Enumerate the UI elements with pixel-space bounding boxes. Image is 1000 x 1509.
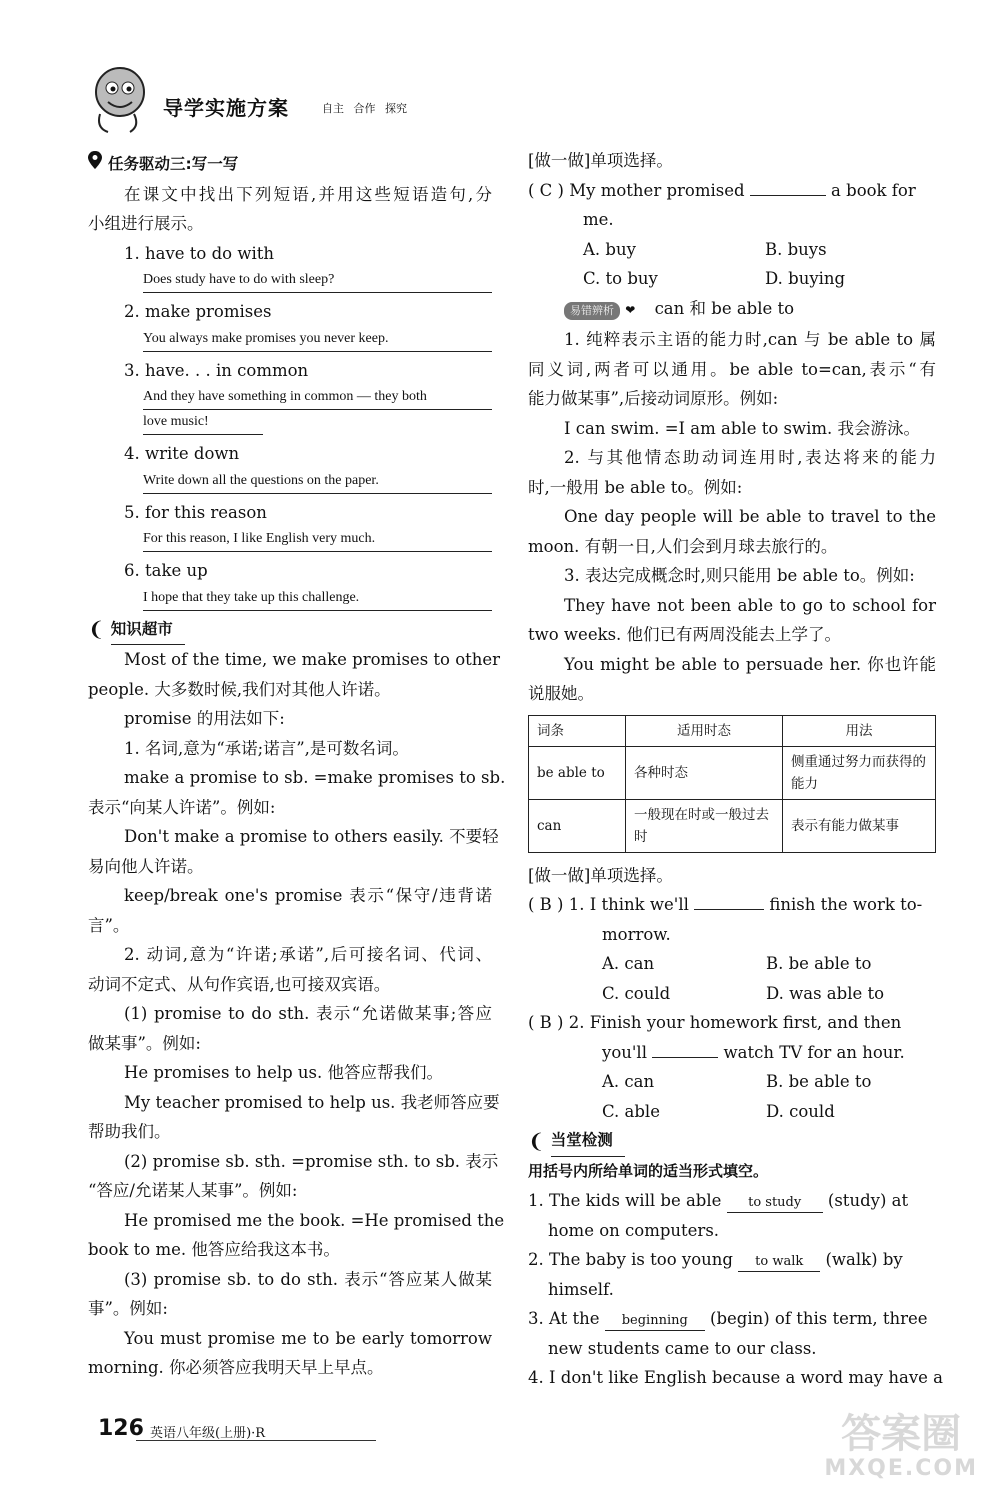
- option[interactable]: D. buying: [765, 269, 846, 288]
- para-line: make a promise to sb. =make promises to sb.: [124, 768, 506, 787]
- question-text: new students came to our class.: [548, 1338, 817, 1358]
- phrase-label: 3. have. . . in common: [124, 360, 309, 380]
- para-line: One day people will be able to travel to the: [564, 507, 936, 526]
- option[interactable]: C. able: [602, 1101, 660, 1121]
- answer-paren: ( C ): [528, 180, 564, 200]
- para-line: 3. 表达完成概念时,则只能用 be able to。例如:: [564, 566, 915, 585]
- question-text: 2. Finish your homework first, and then: [568, 1013, 902, 1032]
- option[interactable]: B. buys: [765, 239, 827, 259]
- task-title: 任务驱动三:写一写: [108, 155, 239, 173]
- para-line: 做某事”。例如:: [88, 1033, 201, 1053]
- options-row: [528, 949, 936, 979]
- option[interactable]: B. be able to: [766, 954, 872, 973]
- analysis-badge: 易错辨析: [564, 302, 620, 320]
- answer-blank[interactable]: [694, 909, 764, 910]
- page-number: 126: [98, 1416, 144, 1441]
- task-instruction: 小组进行展示。: [88, 214, 204, 233]
- option[interactable]: C. could: [602, 983, 671, 1003]
- check-instruction: 用括号内所给单词的适当形式填空。: [528, 1161, 769, 1180]
- bracket-icon: ❨: [528, 1128, 545, 1153]
- task-heading: [88, 150, 492, 180]
- para-line: 事”。例如:: [88, 1299, 168, 1318]
- analysis-title: can 和 be able to: [654, 298, 795, 318]
- answer-paren: ( B ): [528, 1013, 564, 1032]
- para-line: My teacher promised to help us. 我老师答应要: [124, 1092, 500, 1112]
- right-column: [528, 146, 943, 1393]
- answer-blank[interactable]: [750, 195, 826, 196]
- options-row: [528, 1097, 936, 1127]
- table-cell: 一般现在时或一般过去时: [626, 799, 783, 852]
- para-line: 动词不定式、从句作宾语,也可接双宾语。: [88, 974, 391, 994]
- options-row: [528, 1067, 936, 1097]
- question-text: 3. At the: [528, 1309, 600, 1328]
- para-line: 1. 纯粹表示主语的能力时,can 与 be able to 属: [564, 330, 936, 349]
- para-line: 能力做某事”,后接动词原形。例如:: [528, 389, 779, 408]
- para-line: “答应/允诺某人某事”。例如:: [88, 1181, 298, 1200]
- para-line: 同义词,两者可以通用。be able to=can,表示“有: [528, 359, 936, 379]
- task-instruction: 在课文中找出下列短语,并用这些短语造句,分: [124, 184, 492, 204]
- para-line: I can swim. =I am able to swim. 我会游泳。: [564, 418, 921, 438]
- question-text: (walk) by: [825, 1250, 903, 1269]
- analysis-paragraphs: [528, 325, 936, 709]
- option[interactable]: A. can: [602, 954, 655, 973]
- fill-answer[interactable]: to study: [727, 1194, 823, 1213]
- mascot-logo: [78, 58, 158, 138]
- option[interactable]: D. was able to: [766, 983, 885, 1003]
- watermark-logo: 答案圈: [841, 1411, 962, 1457]
- watermark-url: MXQE.COM: [824, 1456, 978, 1481]
- section-title: 知识超市: [111, 615, 185, 646]
- para-line: They have not been able to go to school for: [564, 595, 936, 615]
- table-header-row: [529, 715, 936, 746]
- question-text: My mother promised: [569, 180, 745, 200]
- question-text: me.: [583, 210, 614, 229]
- bracket-icon: ❨: [88, 617, 105, 641]
- question-text: you'll: [602, 1042, 647, 1062]
- location-pin-icon: [88, 150, 102, 180]
- question-text: home on computers.: [548, 1220, 720, 1240]
- options-row: [528, 979, 936, 1009]
- para-line: 时,一般用 be able to。例如:: [528, 477, 743, 497]
- usage-table: [528, 715, 936, 853]
- left-column: [88, 150, 506, 1383]
- question-text: a book for: [831, 180, 916, 200]
- answer-paren: ( B ): [528, 895, 564, 914]
- question-text: morrow.: [602, 924, 671, 944]
- para-line: 2. 动词,意为“许诺;承诺”,后可接名词、代词、: [124, 945, 492, 964]
- phrase-answer: Does study have to do with sleep?: [143, 268, 492, 293]
- heart-icon: ❤: [625, 302, 636, 317]
- para-line: keep/break one's promise 表示“保守/违背诺: [124, 886, 492, 905]
- phrase-answer: love music!: [143, 410, 263, 435]
- table-header: 用法: [783, 715, 936, 746]
- phrase-label: 2. make promises: [124, 302, 272, 321]
- para-line: You might be able to persuade her. 你也许能: [564, 654, 936, 674]
- para-line: (3) promise sb. to do sth. 表示“答应某人做某: [124, 1269, 492, 1289]
- header-title: 导学实施方案: [163, 96, 289, 120]
- fill-line: [528, 1186, 936, 1216]
- header-subtitle: 自主 合作 探究: [322, 102, 407, 115]
- section-heading: [528, 1126, 936, 1157]
- section-title: 当堂检测: [551, 1126, 625, 1157]
- para-line: (1) promise to do sth. 表示“允诺做某事;答应: [124, 1004, 492, 1023]
- question-text: (begin) of this term, three: [710, 1309, 928, 1328]
- para-line: people. 大多数时候,我们对其他人许诺。: [88, 679, 391, 699]
- para-line: 言”。: [88, 915, 130, 935]
- para-line: 2. 与其他情态助动词连用时,表达将来的能力: [564, 448, 936, 467]
- phrase-answer: For this reason, I like English very much.: [143, 527, 492, 552]
- phrase-answer: You always make promises you never keep.: [143, 327, 492, 352]
- question-text: finish the work to-: [769, 895, 923, 914]
- question-text: 1. I think we'll: [568, 895, 689, 914]
- fill-answer[interactable]: to walk: [738, 1253, 820, 1272]
- phrase-answer: And they have something in common — they both: [143, 385, 492, 410]
- watermark: [824, 1412, 978, 1481]
- fill-answer[interactable]: beginning: [605, 1312, 705, 1331]
- table-cell: 各种时态: [626, 746, 783, 799]
- table-cell: 表示有能力做某事: [783, 799, 936, 852]
- option[interactable]: A. buy: [583, 239, 636, 259]
- question-text: 1. The kids will be able: [528, 1191, 722, 1210]
- phrase-label: 6. take up: [124, 561, 208, 580]
- para-line: You must promise me to be early tomorrow: [124, 1328, 492, 1348]
- option[interactable]: C. to buy: [583, 269, 658, 288]
- section-heading: [88, 615, 492, 646]
- table-cell: 侧重通过努力而获得的能力: [783, 746, 936, 799]
- analysis-heading: [528, 294, 936, 326]
- book-title: 英语八年级(上册)·R: [150, 1426, 266, 1441]
- option[interactable]: D. could: [766, 1101, 835, 1121]
- para-line: moon. 有朝一日,人们会到月球去旅行的。: [528, 536, 838, 556]
- question-text: 4. I don't like English because a word may have a: [528, 1368, 943, 1387]
- table-row: [529, 799, 936, 852]
- table-header: 适用时态: [626, 715, 783, 746]
- phrase-list: [88, 239, 492, 611]
- table-header: 词条: [529, 715, 626, 746]
- table-cell: be able to: [529, 746, 626, 799]
- options-row: [528, 235, 936, 265]
- para-line: 表示“向某人许诺”。例如:: [88, 797, 276, 817]
- question-line: [528, 890, 936, 920]
- fill-line: [528, 1245, 936, 1275]
- para-line: Don't make a promise to others easily. 不要轻: [124, 827, 499, 846]
- question-text: 2. The baby is too young: [528, 1250, 733, 1269]
- para-line: He promises to help us. 他答应帮我们。: [124, 1063, 444, 1082]
- para-line: 帮助我们。: [88, 1122, 171, 1141]
- exercise-title: [做一做]单项选择。: [528, 865, 673, 885]
- option[interactable]: B. be able to: [766, 1072, 872, 1091]
- question-line: [528, 176, 936, 206]
- phrase-label: 4. write down: [124, 444, 240, 463]
- table-cell: can: [529, 799, 626, 852]
- fill-line: [528, 1304, 936, 1334]
- para-line: Most of the time, we make promises to other: [124, 650, 501, 669]
- knowledge-paragraphs: [88, 645, 506, 1383]
- question-text: himself.: [548, 1279, 614, 1299]
- phrase-answer: I hope that they take up this challenge.: [143, 586, 492, 611]
- para-line: morning. 你必须答应我明天早上早点。: [88, 1358, 384, 1377]
- para-line: He promised me the book. =He promised the: [124, 1210, 505, 1230]
- phrase-label: 1. have to do with: [124, 243, 274, 263]
- exercise-title: [做一做]单项选择。: [528, 151, 673, 170]
- para-line: 1. 名词,意为“承诺;诺言”,是可数名词。: [124, 738, 409, 758]
- question-text: (study) at: [827, 1191, 909, 1210]
- options-row: [528, 264, 936, 294]
- option[interactable]: A. can: [602, 1072, 655, 1091]
- phrase-answer: Write down all the questions on the paper.: [143, 469, 492, 494]
- para-line: 说服她。: [528, 684, 594, 703]
- table-row: [529, 746, 936, 799]
- question-line: [528, 1008, 936, 1038]
- para-line: two weeks. 他们已有两周没能去上学了。: [528, 625, 842, 644]
- para-line: promise 的用法如下:: [124, 709, 285, 728]
- para-line: (2) promise sb. sth. =promise sth. to sb. 表示: [124, 1151, 499, 1171]
- phrase-label: 5. for this reason: [124, 502, 267, 522]
- para-line: 易向他人许诺。: [88, 856, 204, 876]
- para-line: book to me. 他答应给我这本书。: [88, 1240, 340, 1259]
- footer-divider: [136, 1440, 376, 1441]
- question-text: watch TV for an hour.: [723, 1042, 905, 1062]
- question-line: [528, 1038, 936, 1068]
- answer-blank[interactable]: [652, 1057, 718, 1058]
